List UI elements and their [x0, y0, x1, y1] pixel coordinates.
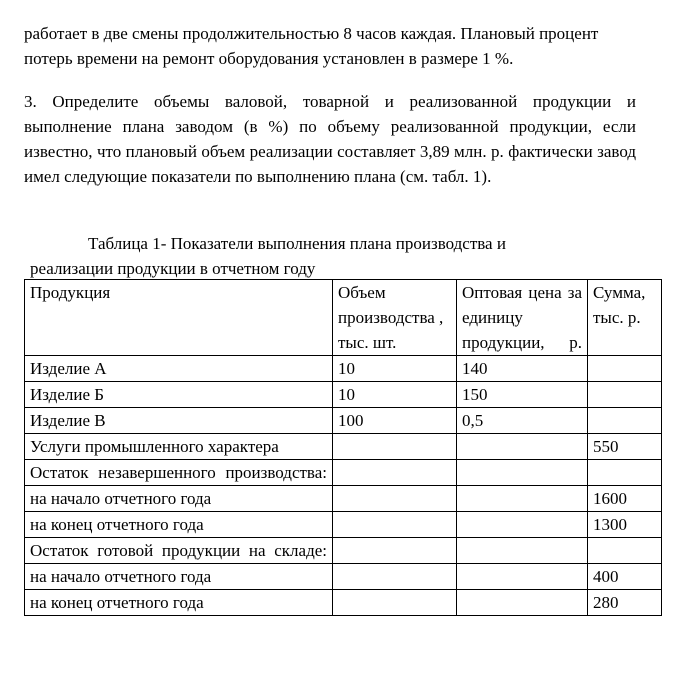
cell-volume [333, 460, 457, 486]
table-row [25, 382, 662, 408]
cell-sum [588, 408, 662, 434]
task-3-paragraph: 3. Определите объемы валовой, товарной и реализованной продукции и выполнение плана заводом (в %) по объему реализованной продукции, если известно, что плановый объем реализации составляет 3,89 млн. р. фактически завод имел следующие показатели по выполнению плана (см. табл. 1). [24, 92, 636, 186]
cell-price [457, 486, 588, 512]
cell-product: на начало отчетного года [25, 564, 333, 590]
cell-volume [333, 486, 457, 512]
table-caption-line-1: Таблица 1- Показатели выполнения плана производства и [88, 234, 506, 253]
cell-sum [588, 356, 662, 382]
cell-product: Изделие В [25, 408, 333, 434]
cell-product: Изделие Б [25, 382, 333, 408]
cell-volume [333, 434, 457, 460]
header-sum: Сумма, тыс. р. [588, 280, 662, 356]
cell-volume [333, 538, 457, 564]
table-row [25, 590, 662, 616]
cell-price [457, 460, 588, 486]
plan-fulfillment-table [24, 279, 662, 616]
table-caption [30, 231, 590, 281]
table-row [25, 538, 662, 564]
header-volume: Объем производства , тыс. шт. [333, 280, 457, 356]
cell-product: на конец отчетного года [25, 590, 333, 616]
table-row [25, 356, 662, 382]
cell-product: на начало отчетного года [25, 486, 333, 512]
cell-volume: 100 [333, 408, 457, 434]
cell-sum [588, 538, 662, 564]
cell-price: 140 [457, 356, 588, 382]
cell-product: Остаток готовой продукции на складе: [25, 538, 333, 564]
header-product: Продукция [25, 280, 333, 356]
table-row [25, 460, 662, 486]
table-row [25, 564, 662, 590]
cell-sum: 400 [588, 564, 662, 590]
cell-price [457, 512, 588, 538]
cell-sum: 1300 [588, 512, 662, 538]
paragraph-intro: работает в две смены продолжительностью 8 часов каждая. Плановый процент потерь времени на ремонт оборудования установлен в размере 1 %. [24, 24, 599, 68]
table-header-row [25, 280, 662, 356]
header-price: Оптовая цена за единицу продукции, р. [457, 280, 588, 356]
cell-product: Изделие А [25, 356, 333, 382]
cell-price [457, 434, 588, 460]
cell-sum: 550 [588, 434, 662, 460]
cell-volume [333, 590, 457, 616]
cell-product: Остаток незавершенного производства: [25, 460, 333, 486]
cell-sum: 280 [588, 590, 662, 616]
cell-volume: 10 [333, 382, 457, 408]
cell-price: 150 [457, 382, 588, 408]
table-row [25, 512, 662, 538]
table-row [25, 408, 662, 434]
table-row [25, 434, 662, 460]
cell-price [457, 564, 588, 590]
cell-volume [333, 564, 457, 590]
cell-sum [588, 382, 662, 408]
cell-sum: 1600 [588, 486, 662, 512]
table-row [25, 486, 662, 512]
cell-volume [333, 512, 457, 538]
cell-product: на конец отчетного года [25, 512, 333, 538]
cell-price [457, 538, 588, 564]
cell-price [457, 590, 588, 616]
cell-volume: 10 [333, 356, 457, 382]
cell-sum [588, 460, 662, 486]
cell-product: Услуги промышленного характера [25, 434, 333, 460]
table-caption-line-2: реализации продукции в отчетном году [30, 259, 316, 278]
cell-price: 0,5 [457, 408, 588, 434]
